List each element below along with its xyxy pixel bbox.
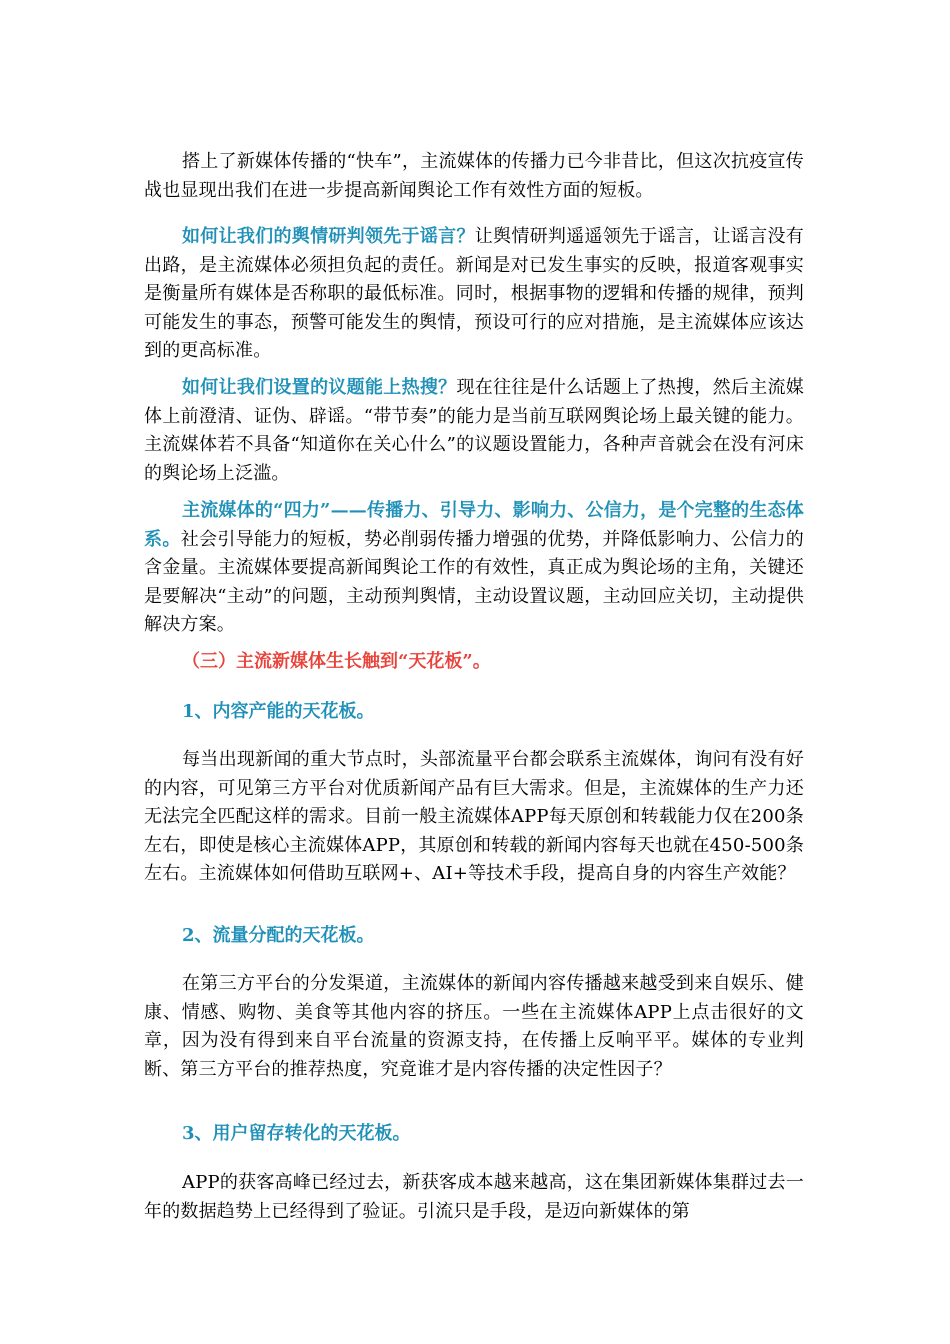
paragraph-text: 搭上了新媒体传播的“快车”，主流媒体的传播力已今非昔比，但这次抗疫宣传战也显现出我们在进一步提高新闻舆论工作有效性方面的短板。 — [144, 151, 804, 201]
paragraph-hot-search — [144, 374, 804, 488]
subheading-traffic-allocation: 2、流量分配的天花板。 — [182, 925, 375, 946]
paragraph-user-retention — [144, 1169, 804, 1226]
paragraph-traffic-allocation — [144, 970, 804, 1084]
paragraph-text: 社会引导能力的短板，势必削弱传播力增强的优势，并降低影响力、公信力的含金量。主流媒体要提高新闻舆论工作的有效性，真正成为舆论场的主角，关键还是要解决“主动”的问题，主动预判舆情，主动设置议题，主动回应关切，主动提供解决方案。 — [144, 528, 805, 635]
subheading-content-capacity: 1、内容产能的天花板。 — [182, 701, 375, 722]
paragraph-fast-train — [144, 148, 804, 205]
subheading-user-retention: 3、用户留存转化的天花板。 — [182, 1123, 411, 1144]
paragraph-lead: 如何让我们设置的议题能上热搜？ — [182, 377, 457, 398]
paragraph-text: 现在往往是什么话题上了热搜，然后主流媒体上前澄清、证伪、辟谣。“带节奏”的能力是当前互联网舆论场上最关键的能力。主流媒体若不具备“知道你在关心什么”的议题设置能力，各种声音就会在没有河床的舆论场上泛滥。 — [144, 377, 804, 484]
paragraph-text: 让舆情研判遥遥领先于谣言，让谣言没有出路，是主流媒体必须担负起的责任。新闻是对已发生事实的反映，报道客观事实是衡量所有媒体是否称职的最低标准。同时，根据事物的逻辑和传播的规律，预判可能发生的事态，预警可能发生的舆情，预设可行的应对措施，是主流媒体应该达到的更高标准。 — [144, 226, 804, 361]
paragraph-content-capacity — [144, 746, 804, 889]
paragraph-lead: 如何让我们的舆情研判领先于谣言？ — [182, 226, 475, 247]
paragraph-four-powers — [144, 497, 804, 640]
paragraph-lead: 主流媒体的“四力”——传播力、引导力、影响力、公信力，是个完整的生态体系。 — [144, 500, 804, 550]
paragraph-text: 每当出现新闻的重大节点时，头部流量平台都会联系主流媒体，询问有没有好的内容，可见第三方平台对优质新闻产品有巨大需求。但是，主流媒体的生产力还无法完全匹配这样的需求。目前一般主流媒体APP每天原创和转载能力仅在200条左右，即使是核心主流媒体APP，其原创和转载的新闻内容每天也就在450-500条左右。主流媒体如何借助互联网+、AI+等技术手段，提高自身的内容生产效能？ — [144, 749, 805, 884]
paragraph-text: 在第三方平台的分发渠道，主流媒体的新闻内容传播越来越受到来自娱乐、健康、情感、购物、美食等其他内容的挤压。一些在主流媒体APP上点击很好的文章，因为没有得到来自平台流量的资源支持，在传播上反响平平。媒体的专业判断、第三方平台的推荐热度，究竟谁才是内容传播的决定性因子？ — [144, 973, 804, 1080]
paragraph-public-opinion — [144, 223, 804, 366]
paragraph-text: APP的获客高峰已经过去，新获客成本越来越高，这在集团新媒体集群过去一年的数据趋势上已经得到了验证。引流只是手段，是迈向新媒体的第 — [144, 1172, 804, 1222]
section-heading: （三）主流新媒体生长触到“天花板”。 — [182, 651, 491, 672]
